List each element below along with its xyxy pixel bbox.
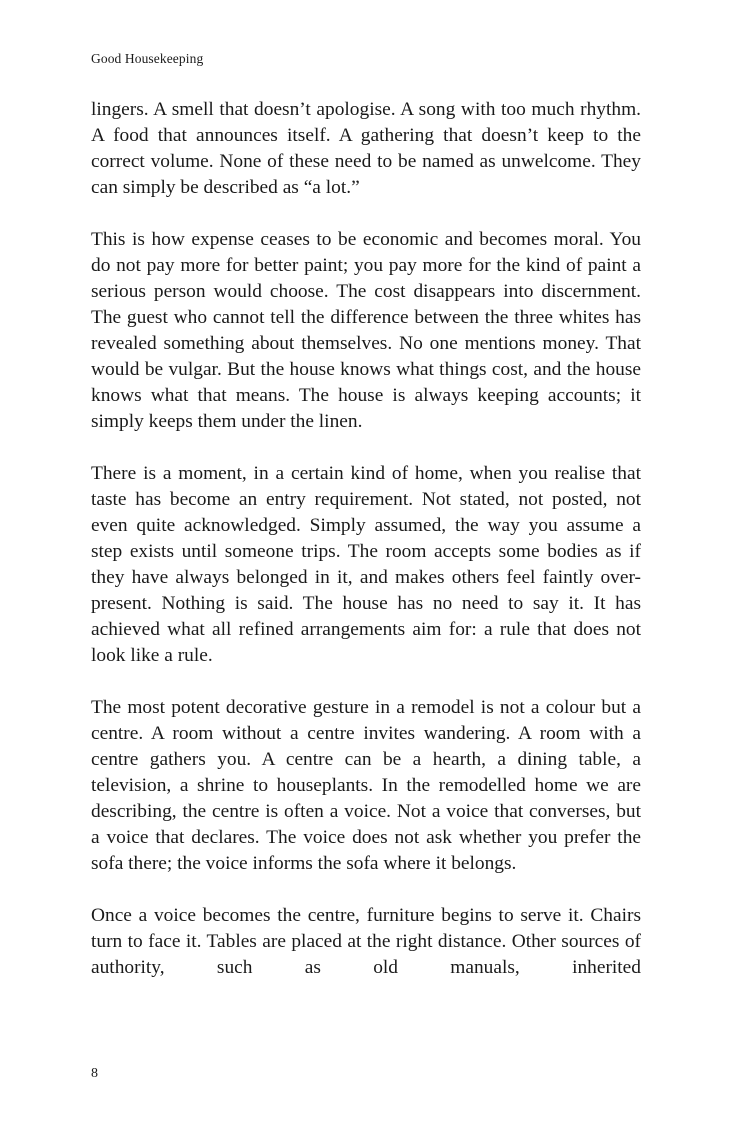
paragraph: Once a voice becomes the centre, furniture begins to serve it. Chairs turn to face it. Tables are placed at the right distance. Other sources of authority, such as old manuals, inherited [91,905,641,978]
paragraph: The most potent decorative gesture in a remodel is not a colour but a centre. A room without a centre invites wandering. A room with a centre gathers you. A centre can be a hearth, a dining table, a television, a shrine to houseplants. In the remodelled home we are describing, the centre is often a voice. Not a voice that converses, but a voice that declares. The voice does not ask whether you prefer the sofa there; the voice informs the sofa where it belongs. [91,697,641,874]
paragraph: This is how expense ceases to be economic and becomes moral. You do not pay more for better paint; you pay more for the kind of paint a serious person would choose. The cost disappears into discernment. The guest who cannot tell the difference between the three whites has revealed something about themselves. No one mentions money. That would be vulgar. But the house knows what things cost, and the house knows what that means. The house is always keeping accounts; it simply keeps them under the linen. [91,229,641,432]
paragraph: There is a moment, in a certain kind of home, when you realise that taste has become an entry requirement. Not stated, not posted, not even quite acknowledged. Simply assumed, the way you assume a step exists until someone trips. The room accepts some bodies as if they have always belonged in it, and makes others feel faintly over-present. Nothing is said. The house has no need to say it. It has achieved what all refined arrangements aim for: a rule that does not look like a rule. [91,463,641,666]
page-number: 8 [91,1066,98,1081]
paragraph: lingers. A smell that doesn’t apologise. A song with too much rhythm. A food that announces itself. A gathering that doesn’t keep to the correct volume. None of these need to be named as unwelcome. They can simply be described as “a lot.” [91,99,641,198]
body-text [91,97,641,1007]
running-head: Good Housekeeping [91,51,204,66]
